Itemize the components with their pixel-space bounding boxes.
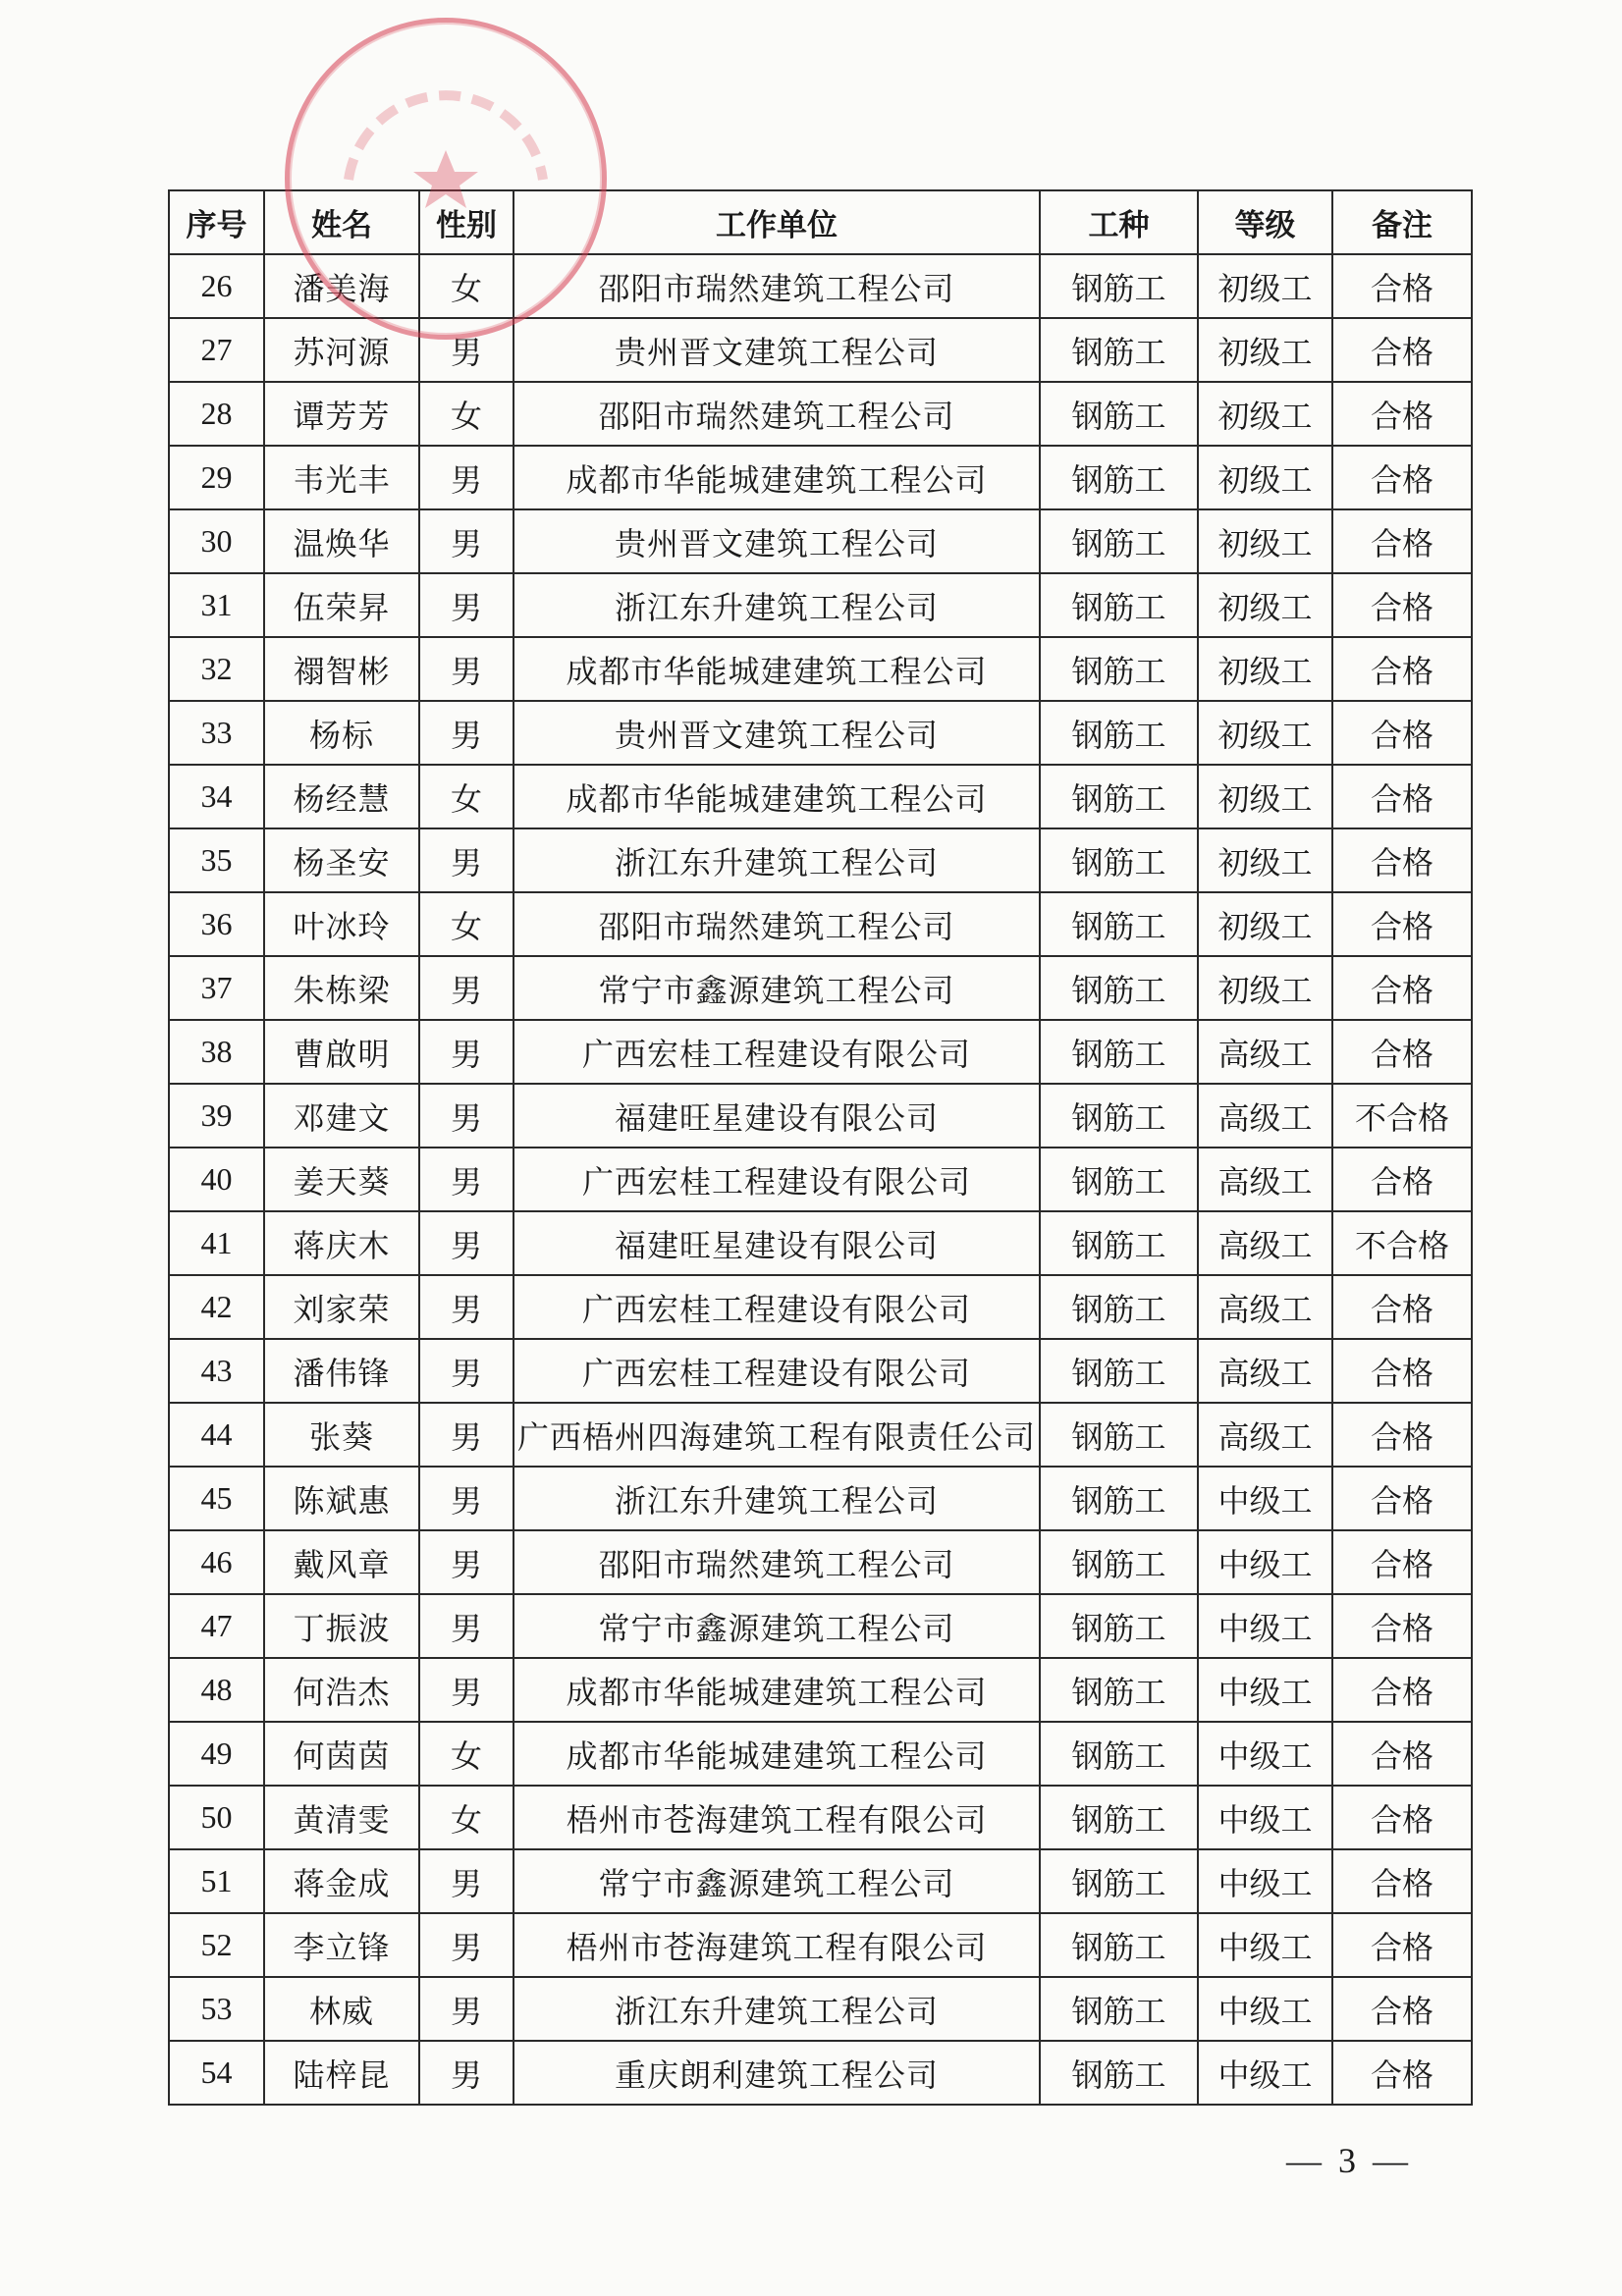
cell-trade: 钢筋工 [1040, 1849, 1198, 1913]
table-row [169, 1913, 1472, 1977]
cell-trade: 钢筋工 [1040, 509, 1198, 573]
table-row [169, 637, 1472, 701]
cell-no: 42 [169, 1275, 264, 1339]
table-row [169, 1275, 1472, 1339]
cell-trade: 钢筋工 [1040, 1722, 1198, 1786]
cell-trade: 钢筋工 [1040, 892, 1198, 956]
cell-name: 陆梓昆 [264, 2041, 419, 2105]
cell-no: 27 [169, 318, 264, 382]
cell-remark: 合格 [1332, 1913, 1472, 1977]
cell-level: 中级工 [1198, 1594, 1332, 1658]
cell-no: 32 [169, 637, 264, 701]
cell-employer: 成都市华能城建建筑工程公司 [514, 637, 1040, 701]
table-row [169, 1849, 1472, 1913]
cell-gender: 男 [419, 509, 514, 573]
header-level: 等级 [1198, 190, 1332, 254]
cell-name: 苏河源 [264, 318, 419, 382]
table-row [169, 1403, 1472, 1467]
cell-remark: 合格 [1332, 446, 1472, 509]
cell-no: 28 [169, 382, 264, 446]
cell-gender: 女 [419, 892, 514, 956]
cell-trade: 钢筋工 [1040, 701, 1198, 765]
table-row [169, 1467, 1472, 1530]
cell-name: 潘美海 [264, 254, 419, 318]
cell-name: 蒋金成 [264, 1849, 419, 1913]
cell-name: 蒋庆木 [264, 1211, 419, 1275]
cell-no: 44 [169, 1403, 264, 1467]
cell-trade: 钢筋工 [1040, 1977, 1198, 2041]
cell-level: 高级工 [1198, 1211, 1332, 1275]
cell-name: 何浩杰 [264, 1658, 419, 1722]
cell-name: 禤智彬 [264, 637, 419, 701]
cell-no: 26 [169, 254, 264, 318]
cell-name: 李立锋 [264, 1913, 419, 1977]
cell-employer: 福建旺星建设有限公司 [514, 1084, 1040, 1148]
cell-trade: 钢筋工 [1040, 637, 1198, 701]
cell-remark: 合格 [1332, 701, 1472, 765]
cell-name: 温焕华 [264, 509, 419, 573]
cell-name: 林威 [264, 1977, 419, 2041]
cell-remark: 合格 [1332, 318, 1472, 382]
header-no: 序号 [169, 190, 264, 254]
header-employer: 工作单位 [514, 190, 1040, 254]
cell-employer: 常宁市鑫源建筑工程公司 [514, 956, 1040, 1020]
cell-employer: 浙江东升建筑工程公司 [514, 1977, 1040, 2041]
table-body [169, 254, 1472, 2105]
cell-no: 43 [169, 1339, 264, 1403]
cell-gender: 男 [419, 1339, 514, 1403]
cell-employer: 浙江东升建筑工程公司 [514, 573, 1040, 637]
cell-gender: 男 [419, 1658, 514, 1722]
cell-remark: 不合格 [1332, 1084, 1472, 1148]
cell-remark: 合格 [1332, 1148, 1472, 1211]
table-row [169, 2041, 1472, 2105]
cell-employer: 贵州晋文建筑工程公司 [514, 318, 1040, 382]
cell-remark: 合格 [1332, 1849, 1472, 1913]
cell-remark: 不合格 [1332, 1211, 1472, 1275]
cell-gender: 男 [419, 1467, 514, 1530]
cell-level: 中级工 [1198, 1977, 1332, 2041]
cell-no: 53 [169, 1977, 264, 2041]
cell-employer: 重庆朗利建筑工程公司 [514, 2041, 1040, 2105]
cell-level: 初级工 [1198, 701, 1332, 765]
cell-gender: 男 [419, 956, 514, 1020]
cell-gender: 男 [419, 701, 514, 765]
cell-gender: 男 [419, 1084, 514, 1148]
cell-name: 黄清雯 [264, 1786, 419, 1849]
cell-employer: 广西宏桂工程建设有限公司 [514, 1020, 1040, 1084]
cell-trade: 钢筋工 [1040, 1530, 1198, 1594]
cell-trade: 钢筋工 [1040, 1339, 1198, 1403]
cell-remark: 合格 [1332, 1403, 1472, 1467]
cell-remark: 合格 [1332, 1467, 1472, 1530]
cell-no: 46 [169, 1530, 264, 1594]
cell-remark: 合格 [1332, 1530, 1472, 1594]
table-row [169, 254, 1472, 318]
cell-trade: 钢筋工 [1040, 1148, 1198, 1211]
cell-trade: 钢筋工 [1040, 765, 1198, 828]
cell-remark: 合格 [1332, 1722, 1472, 1786]
cell-employer: 浙江东升建筑工程公司 [514, 828, 1040, 892]
cell-no: 54 [169, 2041, 264, 2105]
header-remark: 备注 [1332, 190, 1472, 254]
cell-level: 中级工 [1198, 1722, 1332, 1786]
cell-level: 中级工 [1198, 1658, 1332, 1722]
table-row [169, 1786, 1472, 1849]
cell-level: 中级工 [1198, 2041, 1332, 2105]
cell-employer: 贵州晋文建筑工程公司 [514, 701, 1040, 765]
cell-trade: 钢筋工 [1040, 1403, 1198, 1467]
table-row [169, 765, 1472, 828]
cell-level: 初级工 [1198, 956, 1332, 1020]
cell-remark: 合格 [1332, 382, 1472, 446]
cell-level: 中级工 [1198, 1467, 1332, 1530]
cell-name: 杨经慧 [264, 765, 419, 828]
cell-level: 初级工 [1198, 637, 1332, 701]
table-row [169, 1594, 1472, 1658]
cell-remark: 合格 [1332, 1339, 1472, 1403]
cell-no: 40 [169, 1148, 264, 1211]
cell-gender: 男 [419, 1977, 514, 2041]
table-row [169, 1084, 1472, 1148]
table-row [169, 509, 1472, 573]
cell-trade: 钢筋工 [1040, 1658, 1198, 1722]
cell-gender: 男 [419, 446, 514, 509]
cell-trade: 钢筋工 [1040, 1913, 1198, 1977]
cell-trade: 钢筋工 [1040, 1275, 1198, 1339]
cell-employer: 广西宏桂工程建设有限公司 [514, 1339, 1040, 1403]
cell-level: 初级工 [1198, 892, 1332, 956]
cell-name: 何茵茵 [264, 1722, 419, 1786]
table-row [169, 1530, 1472, 1594]
table-row [169, 1658, 1472, 1722]
cell-level: 初级工 [1198, 509, 1332, 573]
cell-employer: 浙江东升建筑工程公司 [514, 1467, 1040, 1530]
cell-trade: 钢筋工 [1040, 1467, 1198, 1530]
cell-level: 初级工 [1198, 318, 1332, 382]
cell-name: 张葵 [264, 1403, 419, 1467]
cell-level: 高级工 [1198, 1339, 1332, 1403]
cell-name: 杨标 [264, 701, 419, 765]
cell-level: 中级工 [1198, 1849, 1332, 1913]
cell-remark: 合格 [1332, 956, 1472, 1020]
cell-gender: 男 [419, 1403, 514, 1467]
cell-employer: 邵阳市瑞然建筑工程公司 [514, 1530, 1040, 1594]
cell-trade: 钢筋工 [1040, 318, 1198, 382]
cell-level: 初级工 [1198, 828, 1332, 892]
cell-remark: 合格 [1332, 509, 1472, 573]
cell-gender: 男 [419, 1275, 514, 1339]
cell-gender: 男 [419, 573, 514, 637]
cell-employer: 福建旺星建设有限公司 [514, 1211, 1040, 1275]
cell-no: 49 [169, 1722, 264, 1786]
cell-name: 戴风章 [264, 1530, 419, 1594]
cell-trade: 钢筋工 [1040, 573, 1198, 637]
cell-employer: 常宁市鑫源建筑工程公司 [514, 1849, 1040, 1913]
table-row [169, 701, 1472, 765]
cell-no: 33 [169, 701, 264, 765]
cell-name: 姜天葵 [264, 1148, 419, 1211]
cell-gender: 男 [419, 637, 514, 701]
cell-name: 邓建文 [264, 1084, 419, 1148]
cell-remark: 合格 [1332, 1977, 1472, 2041]
cell-no: 35 [169, 828, 264, 892]
table-row [169, 956, 1472, 1020]
cell-gender: 男 [419, 1849, 514, 1913]
cell-level: 中级工 [1198, 1913, 1332, 1977]
cell-remark: 合格 [1332, 1786, 1472, 1849]
cell-name: 叶冰玲 [264, 892, 419, 956]
table-row [169, 1148, 1472, 1211]
cell-name: 曹啟明 [264, 1020, 419, 1084]
cell-level: 初级工 [1198, 254, 1332, 318]
cell-remark: 合格 [1332, 2041, 1472, 2105]
cell-gender: 女 [419, 254, 514, 318]
cell-employer: 成都市华能城建建筑工程公司 [514, 1722, 1040, 1786]
cell-name: 杨圣安 [264, 828, 419, 892]
cell-gender: 女 [419, 765, 514, 828]
cell-level: 初级工 [1198, 573, 1332, 637]
cell-trade: 钢筋工 [1040, 382, 1198, 446]
table-header-row [169, 190, 1472, 254]
cell-gender: 男 [419, 1530, 514, 1594]
table-row [169, 446, 1472, 509]
table-row [169, 573, 1472, 637]
cell-name: 丁振波 [264, 1594, 419, 1658]
cell-gender: 女 [419, 382, 514, 446]
cell-gender: 男 [419, 1148, 514, 1211]
cell-employer: 广西梧州四海建筑工程有限责任公司 [514, 1403, 1040, 1467]
cell-trade: 钢筋工 [1040, 446, 1198, 509]
cell-no: 30 [169, 509, 264, 573]
cell-level: 初级工 [1198, 446, 1332, 509]
cell-no: 52 [169, 1913, 264, 1977]
cell-name: 陈斌惠 [264, 1467, 419, 1530]
cell-gender: 男 [419, 1913, 514, 1977]
cell-employer: 广西宏桂工程建设有限公司 [514, 1275, 1040, 1339]
cell-no: 36 [169, 892, 264, 956]
cell-no: 34 [169, 765, 264, 828]
header-trade: 工种 [1040, 190, 1198, 254]
cell-level: 初级工 [1198, 765, 1332, 828]
cell-remark: 合格 [1332, 573, 1472, 637]
cell-level: 高级工 [1198, 1084, 1332, 1148]
table-row [169, 828, 1472, 892]
cell-trade: 钢筋工 [1040, 828, 1198, 892]
cell-remark: 合格 [1332, 892, 1472, 956]
cell-gender: 男 [419, 1211, 514, 1275]
cell-employer: 常宁市鑫源建筑工程公司 [514, 1594, 1040, 1658]
cell-employer: 邵阳市瑞然建筑工程公司 [514, 382, 1040, 446]
cell-trade: 钢筋工 [1040, 1020, 1198, 1084]
cell-employer: 梧州市苍海建筑工程有限公司 [514, 1786, 1040, 1849]
cell-name: 伍荣昇 [264, 573, 419, 637]
cell-trade: 钢筋工 [1040, 956, 1198, 1020]
cell-employer: 成都市华能城建建筑工程公司 [514, 1658, 1040, 1722]
header-gender: 性别 [419, 190, 514, 254]
cell-gender: 男 [419, 1594, 514, 1658]
cell-no: 29 [169, 446, 264, 509]
cell-employer: 邵阳市瑞然建筑工程公司 [514, 892, 1040, 956]
table-row [169, 1339, 1472, 1403]
cell-remark: 合格 [1332, 828, 1472, 892]
cell-trade: 钢筋工 [1040, 1594, 1198, 1658]
cell-level: 中级工 [1198, 1530, 1332, 1594]
cell-employer: 贵州晋文建筑工程公司 [514, 509, 1040, 573]
cell-no: 37 [169, 956, 264, 1020]
cell-no: 50 [169, 1786, 264, 1849]
cell-no: 39 [169, 1084, 264, 1148]
cell-remark: 合格 [1332, 1020, 1472, 1084]
cell-gender: 女 [419, 1722, 514, 1786]
cell-employer: 成都市华能城建建筑工程公司 [514, 765, 1040, 828]
cell-level: 高级工 [1198, 1148, 1332, 1211]
cell-gender: 男 [419, 828, 514, 892]
cell-employer: 成都市华能城建建筑工程公司 [514, 446, 1040, 509]
page-number: — 3 — [1286, 2141, 1412, 2180]
cell-gender: 男 [419, 318, 514, 382]
cell-level: 高级工 [1198, 1020, 1332, 1084]
table-row [169, 318, 1472, 382]
cell-name: 韦光丰 [264, 446, 419, 509]
cell-name: 朱栋梁 [264, 956, 419, 1020]
table-row [169, 382, 1472, 446]
cell-name: 谭芳芳 [264, 382, 419, 446]
cell-employer: 邵阳市瑞然建筑工程公司 [514, 254, 1040, 318]
cell-name: 潘伟锋 [264, 1339, 419, 1403]
table-row [169, 1211, 1472, 1275]
cell-employer: 梧州市苍海建筑工程有限公司 [514, 1913, 1040, 1977]
cell-no: 48 [169, 1658, 264, 1722]
cell-no: 51 [169, 1849, 264, 1913]
cell-level: 高级工 [1198, 1403, 1332, 1467]
table-row [169, 1020, 1472, 1084]
table-row [169, 1722, 1472, 1786]
cell-no: 31 [169, 573, 264, 637]
cell-no: 47 [169, 1594, 264, 1658]
table-row [169, 1977, 1472, 2041]
cell-remark: 合格 [1332, 1275, 1472, 1339]
cell-remark: 合格 [1332, 1658, 1472, 1722]
header-name: 姓名 [264, 190, 419, 254]
cell-gender: 男 [419, 1020, 514, 1084]
cell-remark: 合格 [1332, 637, 1472, 701]
cell-no: 45 [169, 1467, 264, 1530]
cell-remark: 合格 [1332, 765, 1472, 828]
cell-gender: 男 [419, 2041, 514, 2105]
cell-trade: 钢筋工 [1040, 254, 1198, 318]
cell-level: 初级工 [1198, 382, 1332, 446]
cell-level: 中级工 [1198, 1786, 1332, 1849]
result-table [168, 189, 1473, 2106]
cell-name: 刘家荣 [264, 1275, 419, 1339]
cell-employer: 广西宏桂工程建设有限公司 [514, 1148, 1040, 1211]
table-row [169, 892, 1472, 956]
cell-trade: 钢筋工 [1040, 1211, 1198, 1275]
cell-remark: 合格 [1332, 254, 1472, 318]
cell-gender: 女 [419, 1786, 514, 1849]
cell-trade: 钢筋工 [1040, 1084, 1198, 1148]
cell-trade: 钢筋工 [1040, 2041, 1198, 2105]
cell-level: 高级工 [1198, 1275, 1332, 1339]
cell-remark: 合格 [1332, 1594, 1472, 1658]
cell-no: 41 [169, 1211, 264, 1275]
cell-no: 38 [169, 1020, 264, 1084]
cell-trade: 钢筋工 [1040, 1786, 1198, 1849]
